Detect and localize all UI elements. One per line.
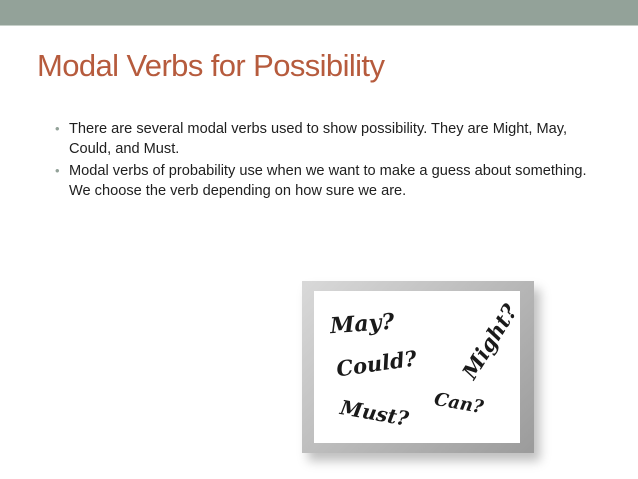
top-divider [0,25,638,26]
word-can: Can? [432,388,486,419]
word-may: May? [329,308,396,340]
top-band [0,0,638,25]
modal-verbs-image [302,281,534,453]
bullet-item [55,119,600,159]
image-canvas [314,291,523,443]
slide-title: Modal Verbs for Possibility [37,48,385,83]
bullet-text: Modal verbs of probability use when we want to make a guess about something. We choose the verb depending on how sure we are. [69,163,587,199]
word-might: Might? [456,299,523,384]
bullet-item [55,161,600,201]
word-could: Could? [334,345,419,382]
bullet-list [55,119,600,201]
bullet-dot: • [55,163,60,178]
bullet-dot: • [55,121,60,136]
bullet-text: There are several modal verbs used to show possibility. They are Might, May, Could, and Must. [69,121,568,157]
word-must: Must? [338,395,411,431]
